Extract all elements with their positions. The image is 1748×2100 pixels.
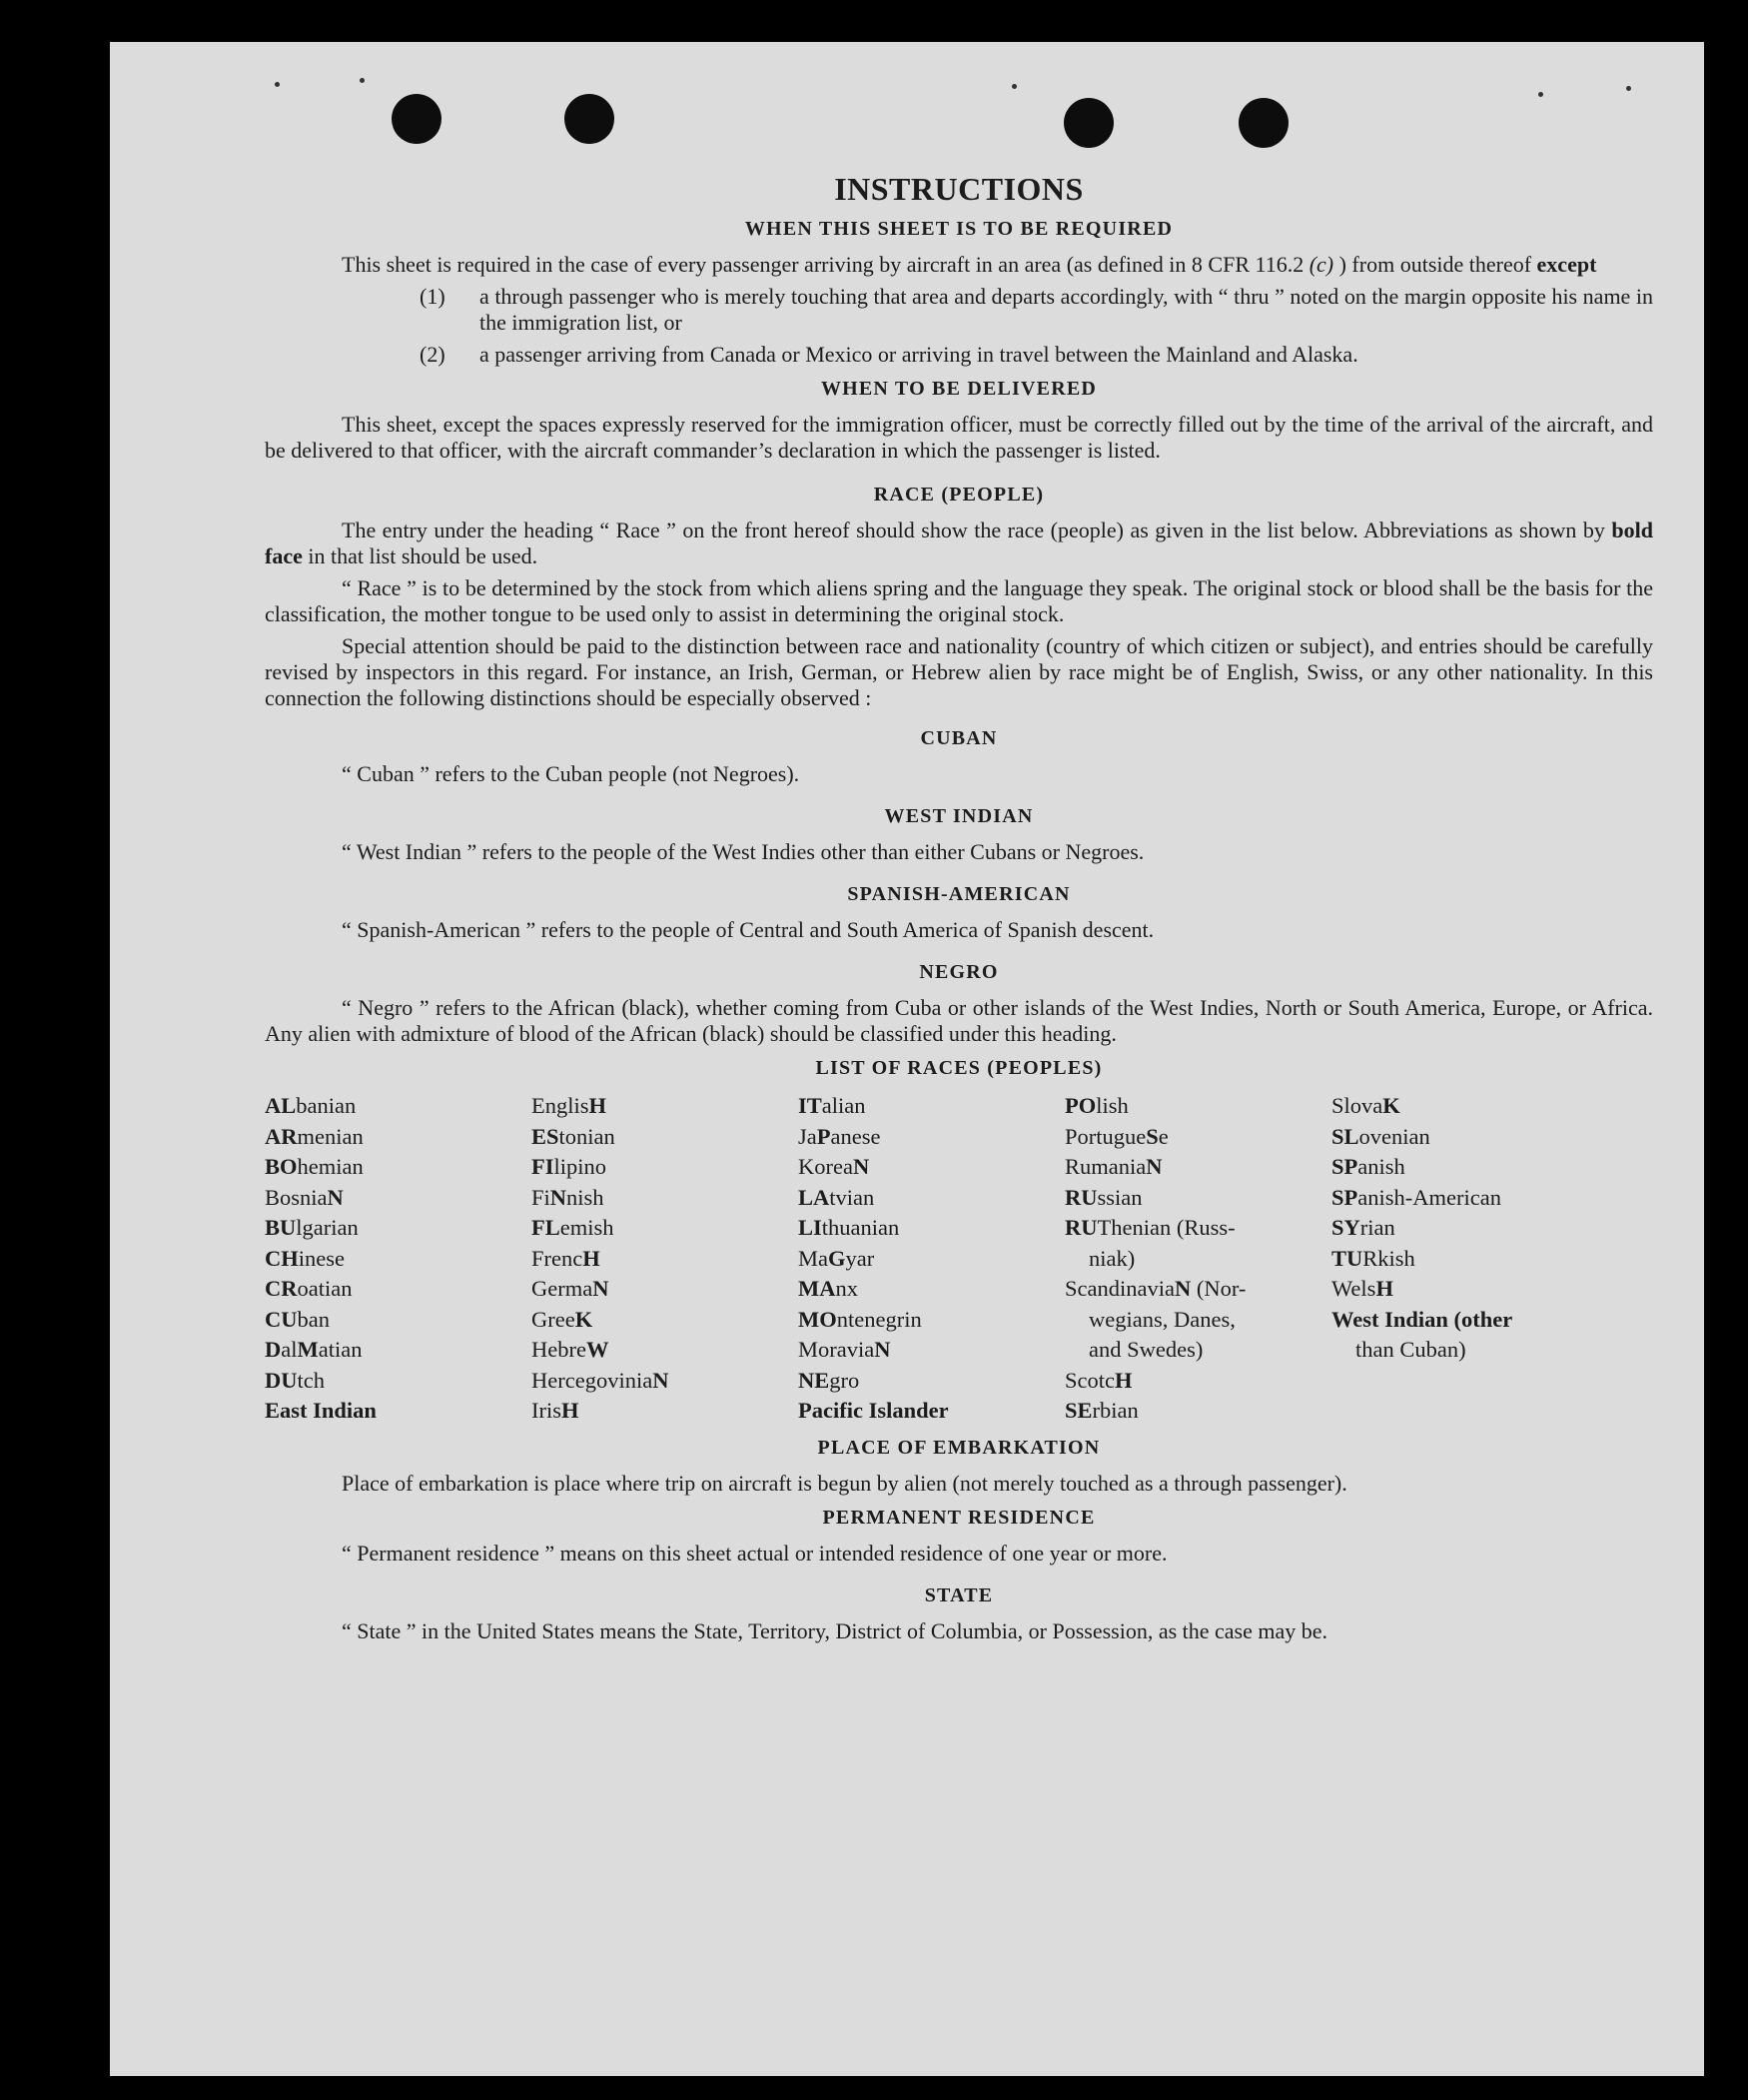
item-text: a passenger arriving from Canada or Mexico or arriving in travel between the Mainland and Alaska.	[479, 342, 1358, 367]
race-entry	[265, 1274, 531, 1305]
race-column	[1331, 1091, 1551, 1427]
race-text: Wels	[1331, 1276, 1376, 1301]
speck	[275, 82, 280, 87]
race-column	[265, 1091, 531, 1427]
race-entry	[265, 1152, 531, 1183]
race-abbreviation: NE	[798, 1367, 830, 1393]
negro-heading: NEGRO	[919, 961, 999, 983]
race-text: Korea	[798, 1154, 853, 1179]
race-text: anese	[830, 1123, 881, 1149]
race-abbreviation: RU	[1065, 1184, 1098, 1210]
race-text: and Swedes)	[1089, 1337, 1204, 1362]
punch-hole	[1239, 98, 1289, 148]
race-entry	[798, 1366, 1065, 1397]
race-abbreviation: SP	[1331, 1154, 1358, 1179]
race-text: tvian	[829, 1184, 875, 1210]
race-entry	[798, 1396, 1065, 1427]
race-abbreviation: H	[588, 1093, 607, 1118]
race-entry	[798, 1122, 1065, 1153]
race-entry	[265, 1396, 531, 1427]
race-abbreviation: LI	[798, 1215, 822, 1240]
race-text: Ma	[798, 1245, 828, 1271]
residence-text: “ Permanent residence ” means on this sheet actual or intended residence of one year or more.	[342, 1540, 1168, 1566]
race-text: in that list should be used.	[302, 543, 538, 568]
race-text: tonian	[558, 1123, 615, 1149]
race-text: Rkish	[1362, 1245, 1415, 1271]
race-abbreviation: AL	[265, 1093, 297, 1118]
race-entry	[798, 1274, 1065, 1305]
race-entry	[1331, 1122, 1551, 1153]
race-text: (Nor-	[1191, 1276, 1247, 1301]
race-abbreviation: K	[1382, 1093, 1400, 1118]
race-entry	[798, 1152, 1065, 1183]
race-abbreviation: N	[652, 1367, 669, 1393]
race-abbreviation: MA	[798, 1276, 836, 1301]
race-abbreviation: ES	[531, 1123, 559, 1149]
race-entry	[531, 1091, 798, 1122]
race-entry	[1331, 1213, 1551, 1244]
race-abbreviation: (other	[1447, 1306, 1513, 1332]
race-column	[798, 1091, 1065, 1427]
race-text: anish	[1357, 1154, 1405, 1179]
race-text: Bosnia	[265, 1184, 328, 1210]
race-abbreviation: SL	[1331, 1123, 1359, 1149]
race-text: Hercegovinia	[531, 1367, 653, 1393]
item-text: a through passenger who is merely touching that area and departs accordingly, with “ thru ” noted on the margin opposite his name in the immigration list, or	[479, 284, 1653, 335]
race-entry	[1331, 1183, 1551, 1214]
race-entry	[1331, 1274, 1551, 1305]
race-entry	[265, 1122, 531, 1153]
race-abbreviation: M	[297, 1337, 319, 1362]
residence-heading: PERMANENT RESIDENCE	[822, 1506, 1096, 1529]
race-text: Iris	[531, 1398, 561, 1423]
cuban-heading: CUBAN	[920, 727, 998, 749]
race-text: Frenc	[531, 1245, 583, 1271]
race-entry	[1331, 1152, 1551, 1183]
delivered-heading: WHEN TO BE DELIVERED	[820, 378, 1098, 400]
race-text: banian	[296, 1093, 357, 1118]
delivered-text: This sheet, except the spaces expressly reserved for the immigration officer, must be correctly filled out by the time of the arrival of the aircraft, and be delivered to that officer, with the aircraft commander’s declaration in which the passenger is listed.	[265, 412, 1653, 463]
race-text: ovenian	[1358, 1123, 1430, 1149]
race-entry	[1065, 1152, 1331, 1183]
race-text: The entry under the heading “ Race ” on the front hereof should show the race (people) as given in the list below. Abbreviations as shown by	[342, 518, 1612, 542]
race-text: Rumania	[1065, 1154, 1147, 1179]
intro-text: ) from outside thereof	[1333, 252, 1537, 277]
race-abbreviation: P	[816, 1123, 831, 1149]
race-entry	[1331, 1244, 1551, 1275]
race-abbreviation: SP	[1331, 1184, 1358, 1210]
race-entry	[798, 1305, 1065, 1336]
race-text: Germa	[531, 1276, 593, 1301]
speck	[1538, 92, 1543, 97]
race-text: lgarian	[296, 1215, 359, 1240]
race-abbreviation: SY	[1331, 1215, 1360, 1240]
negro-text: “ Negro ” refers to the African (black), whether coming from Cuba or other islands of the West Indies, North or South America, Europe, or Africa. Any alien with admixture of blood of the African (black) should be classified under this heading.	[265, 995, 1653, 1046]
race-text: Moravia	[798, 1337, 875, 1362]
race-abbreviation: N	[874, 1337, 891, 1362]
race-abbreviation: West Indian	[1331, 1306, 1448, 1332]
race-abbreviation: PO	[1065, 1093, 1097, 1118]
race-abbreviation: N	[549, 1184, 567, 1210]
race-entry	[265, 1244, 531, 1275]
race-abbreviation: BO	[265, 1154, 298, 1179]
intro-text: This sheet is required in the case of every passenger arriving by aircraft in an area (as defined in 8 CFR 116.2	[342, 252, 1310, 277]
race-entry	[1065, 1091, 1331, 1122]
race-text: yar	[845, 1245, 875, 1271]
document-sheet	[110, 42, 1704, 2076]
race-text: lipino	[553, 1154, 607, 1179]
race-abbreviation: D	[265, 1337, 282, 1362]
race-entry	[1065, 1244, 1331, 1275]
race-entry	[1331, 1335, 1551, 1366]
race-text: alian	[821, 1093, 866, 1118]
bold-face-term: bold face	[265, 518, 1653, 568]
race-abbreviation: East Indian	[265, 1398, 377, 1423]
race-entry	[531, 1396, 798, 1427]
embarkation-heading: PLACE OF EMBARKATION	[817, 1436, 1101, 1459]
race-abbreviation: FL	[531, 1215, 560, 1240]
race-entry	[531, 1213, 798, 1244]
intro-subsection: (c)	[1309, 252, 1334, 277]
race-text: nx	[835, 1276, 858, 1301]
race-entry	[1331, 1305, 1551, 1336]
race-abbreviation: CH	[265, 1245, 299, 1271]
race-abbreviation: H	[582, 1245, 600, 1271]
race-heading: RACE (PEOPLE)	[873, 484, 1045, 506]
race-entry	[798, 1213, 1065, 1244]
race-column	[1065, 1091, 1331, 1427]
race-text: Ja	[798, 1123, 817, 1149]
speck	[360, 78, 365, 83]
race-text: menian	[297, 1123, 364, 1149]
race-abbreviation: W	[585, 1337, 609, 1362]
page-title: INSTRUCTIONS	[834, 171, 1084, 207]
race-text: ntenegrin	[836, 1306, 922, 1332]
punch-hole	[392, 94, 441, 144]
race-entry	[265, 1213, 531, 1244]
race-entry	[531, 1183, 798, 1214]
race-text: niak)	[1089, 1245, 1136, 1271]
exception-item	[265, 342, 1653, 368]
race-abbreviation: IT	[798, 1093, 822, 1118]
race-abbreviation: CR	[265, 1276, 298, 1301]
race-text: Slova	[1331, 1093, 1383, 1118]
race-text: gro	[829, 1367, 860, 1393]
race-entry	[531, 1305, 798, 1336]
race-entry	[1065, 1183, 1331, 1214]
race-entry	[531, 1335, 798, 1366]
required-intro	[265, 252, 1653, 278]
embarkation-text: Place of embarkation is place where trip on aircraft is begun by alien (not merely touched as a through passenger).	[342, 1470, 1347, 1496]
race-entry	[265, 1335, 531, 1366]
race-text: Englis	[531, 1093, 589, 1118]
race-text: thuanian	[821, 1215, 900, 1240]
race-text: atian	[318, 1337, 363, 1362]
race-text: emish	[559, 1215, 614, 1240]
race-entry	[265, 1091, 531, 1122]
intro-except: except	[1536, 252, 1597, 277]
race-text: ssian	[1097, 1184, 1143, 1210]
race-abbreviation: N	[1146, 1154, 1163, 1179]
race-entry	[1065, 1274, 1331, 1305]
race-text: Scotc	[1065, 1367, 1115, 1393]
race-abbreviation: N	[1174, 1276, 1192, 1301]
race-entry	[265, 1366, 531, 1397]
race-entry	[265, 1305, 531, 1336]
race-paragraph-2: “ Race ” is to be determined by the stock from which aliens spring and the language they speak. The original stock or blood shall be the basis for the classification, the mother tongue to be used only to assist in determining the original stock.	[265, 575, 1653, 626]
race-abbreviation: H	[561, 1398, 579, 1423]
race-abbreviation: AR	[265, 1123, 298, 1149]
race-abbreviation: CU	[265, 1306, 298, 1332]
race-abbreviation: MO	[798, 1306, 837, 1332]
race-text: lish	[1096, 1093, 1129, 1118]
spanish-american-heading: SPANISH-AMERICAN	[847, 883, 1071, 905]
race-entry	[1065, 1335, 1331, 1366]
race-entry	[1065, 1122, 1331, 1153]
state-text: “ State ” in the United States means the State, Territory, District of Columbia, or Possession, as the case may be.	[342, 1617, 1328, 1643]
race-entry	[798, 1335, 1065, 1366]
race-entry	[798, 1183, 1065, 1214]
race-text: anish-American	[1357, 1184, 1501, 1210]
race-text: inese	[298, 1245, 345, 1271]
list-heading: LIST OF RACES (PEOPLES)	[815, 1057, 1103, 1079]
race-text: oatian	[297, 1276, 353, 1301]
race-entry	[1331, 1091, 1551, 1122]
required-heading: WHEN THIS SHEET IS TO BE REQUIRED	[744, 218, 1174, 240]
race-abbreviation: DU	[265, 1367, 298, 1393]
race-text: nish	[566, 1184, 604, 1210]
punch-hole	[564, 94, 614, 144]
race-abbreviation: RU	[1065, 1215, 1098, 1240]
race-entry	[1065, 1396, 1331, 1427]
spanish-american-text: “ Spanish-American ” refers to the people of Central and South America of Spanish descent.	[342, 917, 1155, 942]
exception-item	[265, 284, 1653, 336]
race-paragraph-3: Special attention should be paid to the distinction between race and nationality (country of which citizen or subject), and entries should be carefully revised by inspectors in this regard. For instance, an Irish, German, or Hebrew alien by race might be of English, Swiss, or any other nationality. In this connection the following distinctions should be especially observed :	[265, 633, 1653, 710]
race-entry	[1065, 1213, 1331, 1244]
race-text: wegians, Danes,	[1089, 1306, 1236, 1332]
speck	[1626, 86, 1631, 91]
race-abbreviation: S	[1146, 1123, 1159, 1149]
race-entry	[531, 1122, 798, 1153]
race-entry	[1065, 1305, 1331, 1336]
race-abbreviation: BU	[265, 1215, 297, 1240]
race-text: rian	[1359, 1215, 1395, 1240]
race-text: rbian	[1092, 1398, 1139, 1423]
race-text: than Cuban)	[1355, 1337, 1466, 1362]
races-list	[265, 1091, 1653, 1427]
race-text: Thenian (Russ-	[1097, 1215, 1236, 1240]
race-entry	[265, 1183, 531, 1214]
race-abbreviation: LA	[798, 1184, 830, 1210]
race-entry	[531, 1274, 798, 1305]
race-entry	[531, 1366, 798, 1397]
west-indian-text: “ West Indian ” refers to the people of the West Indies other than either Cubans or Negroes.	[342, 839, 1145, 864]
speck	[1012, 84, 1017, 89]
race-text: e	[1158, 1123, 1169, 1149]
race-entry	[531, 1152, 798, 1183]
race-abbreviation: TU	[1331, 1245, 1363, 1271]
race-text: tch	[297, 1367, 325, 1393]
race-abbreviation: G	[828, 1245, 846, 1271]
item-number: (1)	[420, 284, 445, 309]
race-abbreviation: K	[574, 1306, 593, 1332]
instructions-content	[265, 170, 1653, 1650]
state-heading: STATE	[924, 1583, 994, 1606]
race-paragraph-1	[265, 518, 1653, 569]
race-abbreviation: Pacific Islander	[798, 1398, 949, 1423]
race-text: Scandinavia	[1065, 1276, 1175, 1301]
race-entry	[798, 1091, 1065, 1122]
race-abbreviation: H	[1375, 1276, 1393, 1301]
west-indian-heading: WEST INDIAN	[884, 805, 1034, 827]
race-entry	[1065, 1366, 1331, 1397]
race-text: Hebre	[531, 1337, 586, 1362]
cuban-text: “ Cuban ” refers to the Cuban people (not Negroes).	[342, 761, 800, 786]
race-entry	[798, 1244, 1065, 1275]
race-abbreviation: H	[1115, 1367, 1133, 1393]
race-abbreviation: FI	[531, 1154, 554, 1179]
race-text: Fi	[531, 1184, 550, 1210]
race-column	[531, 1091, 798, 1427]
race-entry	[531, 1244, 798, 1275]
race-text: hemian	[297, 1154, 364, 1179]
race-abbreviation: N	[327, 1184, 344, 1210]
race-abbreviation: N	[852, 1154, 870, 1179]
race-abbreviation: SE	[1065, 1398, 1093, 1423]
race-text: Gree	[531, 1306, 575, 1332]
race-text: al	[281, 1337, 298, 1362]
punch-hole	[1064, 98, 1114, 148]
race-text: ban	[297, 1306, 330, 1332]
race-text: Portugue	[1065, 1123, 1147, 1149]
race-abbreviation: N	[592, 1276, 609, 1301]
item-number: (2)	[420, 342, 445, 367]
